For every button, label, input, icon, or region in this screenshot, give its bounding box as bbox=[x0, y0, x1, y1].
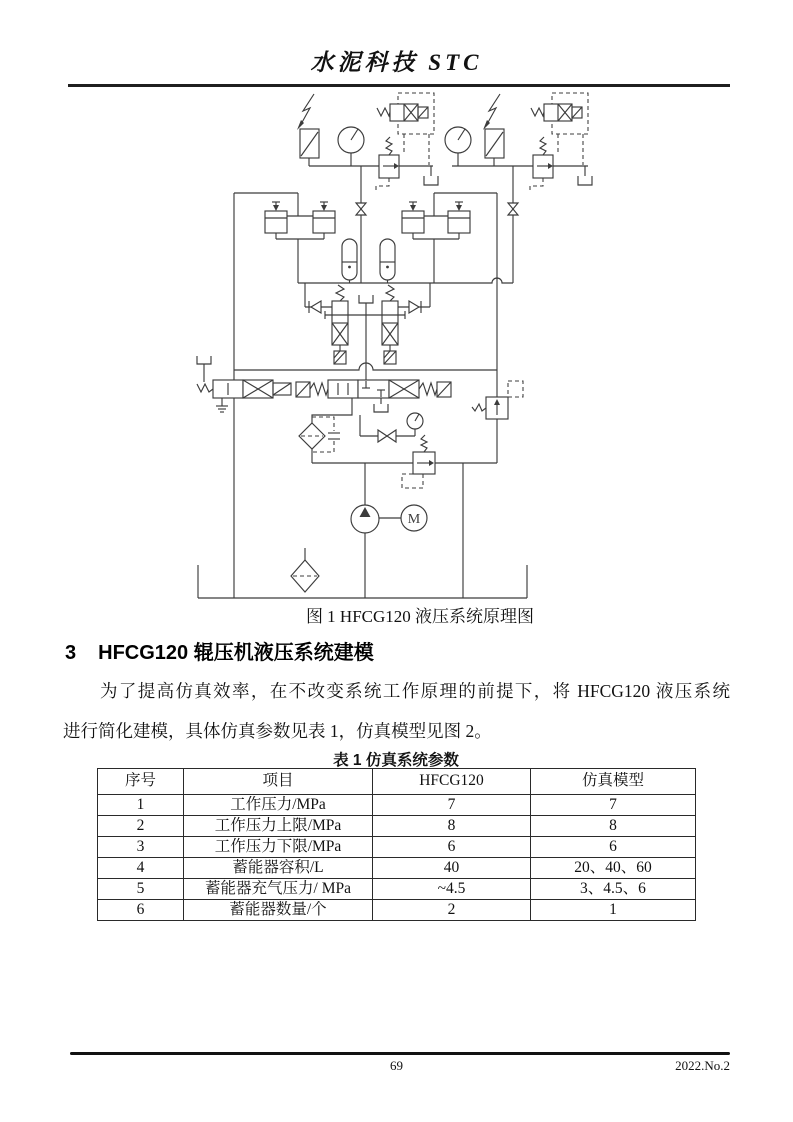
table-cell: 7 bbox=[373, 795, 531, 816]
pressure-gauge-icon bbox=[338, 127, 364, 166]
table-cell: 1 bbox=[98, 795, 184, 816]
journal-header-title: 水泥科技 STC bbox=[310, 50, 483, 75]
hydraulic-cylinder-pair-right bbox=[402, 193, 470, 283]
table-header-cell: 项目 bbox=[184, 769, 373, 795]
simulation-parameters-table bbox=[97, 768, 696, 921]
cartridge-valve-icon bbox=[332, 285, 348, 364]
body-paragraph-line-1: 为了提高仿真效率，在不改变系统工作原理的前提下，将 HFCG120 液压系统 bbox=[100, 681, 730, 701]
footer-issue-label: 2022.No.2 bbox=[675, 1058, 730, 1073]
table-row bbox=[98, 858, 696, 879]
table-row bbox=[98, 879, 696, 900]
unloading-relief-valve-right-icon bbox=[530, 137, 553, 192]
body-paragraph-line-2: 进行简化建模，具体仿真参数见表 1，仿真模型见图 2。 bbox=[63, 721, 492, 741]
table-cell: ~4.5 bbox=[373, 879, 531, 900]
table-cell: 3、4.5、6 bbox=[531, 879, 696, 900]
check-valve-icon bbox=[398, 283, 430, 313]
table-cell: 蓄能器容积/L bbox=[184, 858, 373, 879]
table-cell: 4 bbox=[98, 858, 184, 879]
reservoir-outline bbox=[198, 565, 527, 598]
solenoid-pilot-valve-left-icon bbox=[377, 93, 434, 165]
table-cell: 8 bbox=[373, 816, 531, 837]
solenoid-valve-2way-icon bbox=[197, 356, 291, 412]
table-cell: 1 bbox=[531, 900, 696, 921]
table-cell: 5 bbox=[98, 879, 184, 900]
table-cell: 蓄能器充气压力/ MPa bbox=[184, 879, 373, 900]
table-cell: 6 bbox=[373, 837, 531, 858]
footer-page-number: 69 bbox=[390, 1058, 403, 1073]
pressure-sensor-icon bbox=[485, 129, 504, 166]
table-cell: 3 bbox=[98, 837, 184, 858]
table-cell: 2 bbox=[98, 816, 184, 837]
table-cell: 蓄能器数量/个 bbox=[184, 900, 373, 921]
accumulator-icon bbox=[380, 239, 395, 283]
table-cell: 8 bbox=[531, 816, 696, 837]
filter-icon bbox=[299, 417, 340, 463]
accumulator-bus-line bbox=[298, 278, 513, 283]
needle-valve-right-icon bbox=[508, 166, 518, 283]
table-cell: 工作压力下限/MPa bbox=[184, 837, 373, 858]
table-cell: 6 bbox=[531, 837, 696, 858]
table-cell: 工作压力/MPa bbox=[184, 795, 373, 816]
table-cell: 20、40、60 bbox=[531, 858, 696, 879]
pump-icon bbox=[351, 463, 379, 598]
table-header-cell: 仿真模型 bbox=[531, 769, 696, 795]
table-cell: 工作压力上限/MPa bbox=[184, 816, 373, 837]
hydraulic-cylinder-pair-left bbox=[265, 193, 335, 283]
table-cell: 2 bbox=[373, 900, 531, 921]
electric-signal-icon bbox=[297, 94, 314, 130]
accumulator-icon bbox=[342, 239, 357, 283]
table-cell: 7 bbox=[531, 795, 696, 816]
cartridge-valve-icon bbox=[382, 285, 398, 364]
motor-icon bbox=[379, 505, 427, 531]
table-cell: 6 bbox=[98, 900, 184, 921]
gauge-isolator-needle-valve-icon bbox=[360, 413, 423, 442]
check-valve-icon bbox=[305, 283, 332, 313]
section-title: HFCG120 辊压机液压系统建模 bbox=[98, 642, 374, 664]
table-header-cell: HFCG120 bbox=[373, 769, 531, 795]
figure-caption: 图 1 HFCG120 液压系统原理图 bbox=[305, 607, 535, 626]
pressure-gauge-icon bbox=[445, 127, 471, 166]
electric-signal-icon bbox=[483, 94, 500, 130]
table-row bbox=[98, 816, 696, 837]
solenoid-pilot-valve-right-icon bbox=[531, 93, 588, 165]
tank-symbol-top-left-icon bbox=[424, 166, 438, 185]
table-caption: 表 1 仿真系统参数 bbox=[333, 752, 459, 769]
directional-valve-icon bbox=[296, 380, 451, 412]
table-row bbox=[98, 900, 696, 921]
section-heading bbox=[65, 636, 745, 665]
hydraulic-schematic-figure bbox=[150, 85, 630, 615]
valve-to-filter-line bbox=[312, 398, 352, 423]
footer-rule bbox=[70, 1052, 730, 1055]
sequence-valve-icon bbox=[463, 370, 523, 463]
svg-text:M: M bbox=[407, 512, 421, 527]
table-header-row bbox=[98, 769, 696, 795]
table-row bbox=[98, 795, 696, 816]
table-header-cell: 序号 bbox=[98, 769, 184, 795]
section-number: 3 bbox=[65, 642, 77, 664]
unloading-relief-valve-left-icon bbox=[376, 137, 399, 192]
tank-symbol-top-right-icon bbox=[578, 166, 592, 185]
pressure-sensor-icon bbox=[300, 129, 319, 166]
table-cell: 40 bbox=[373, 858, 531, 879]
table-row bbox=[98, 837, 696, 858]
tank-symbol-mid-icon bbox=[359, 295, 373, 315]
breather-filter-icon bbox=[291, 548, 319, 592]
